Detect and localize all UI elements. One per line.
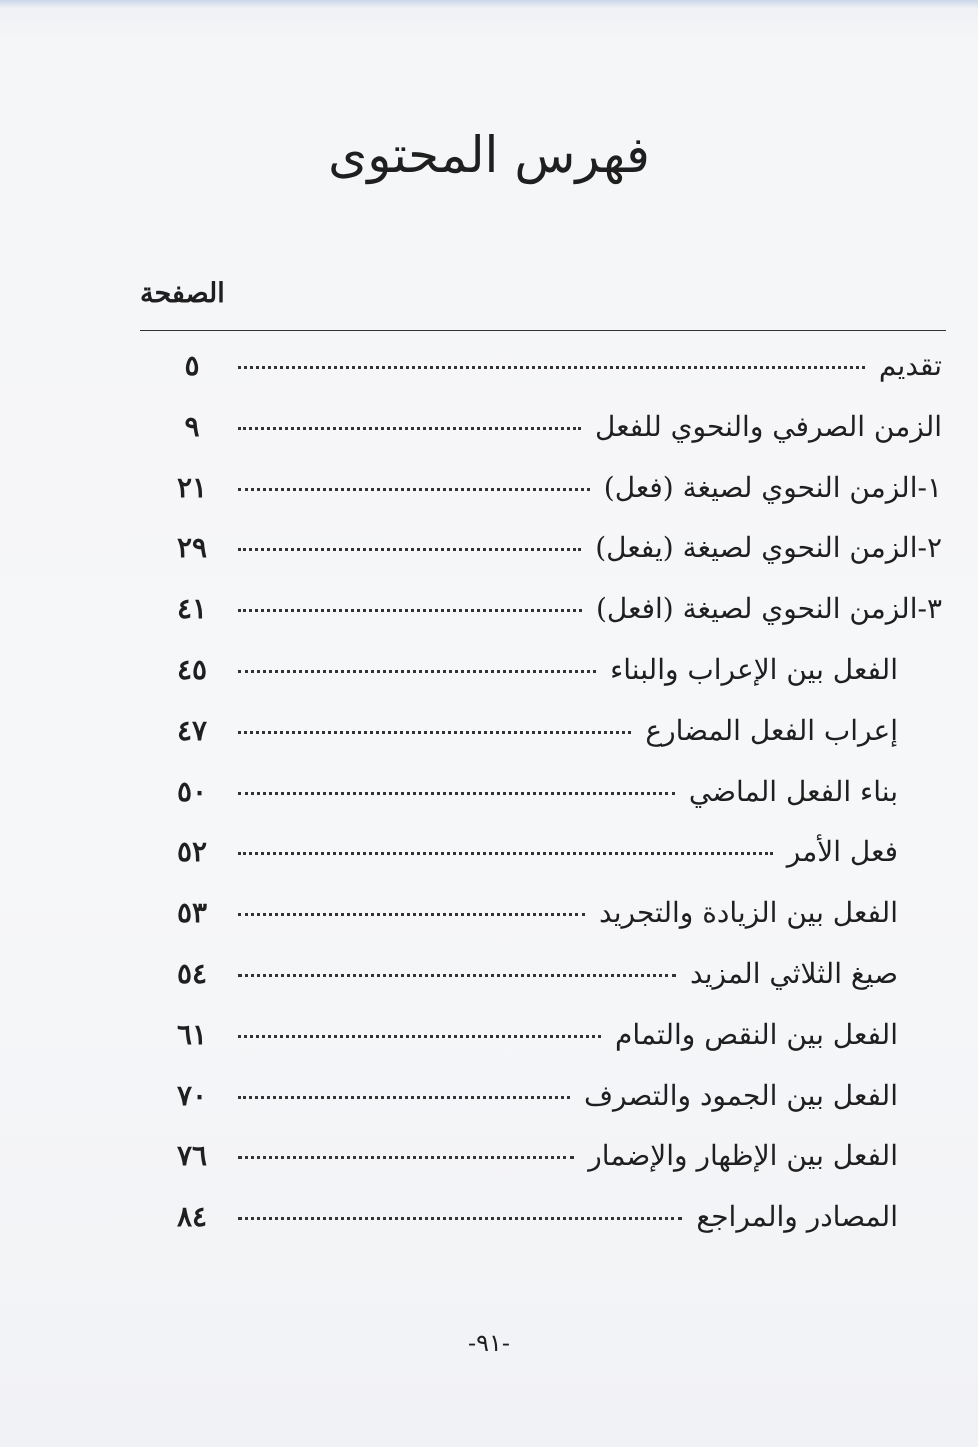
toc-leader-dots	[238, 852, 773, 855]
toc-leader-dots	[238, 366, 865, 369]
toc-entry-page: ٧٦	[176, 1139, 208, 1173]
toc-entry	[0, 395, 978, 456]
toc-entry-title: الفعل بين الجمود والتصرف	[584, 1078, 898, 1112]
toc-entry	[0, 699, 978, 760]
toc-leader-dots	[238, 670, 596, 673]
toc-leader-dots	[238, 1156, 574, 1159]
toc-entry-title: فعل الأمر	[786, 835, 898, 869]
toc-entry-title: ٣-الزمن النحوي لصيغة (افعل)	[595, 592, 942, 626]
toc-entry	[0, 638, 978, 699]
toc-leader-dots	[238, 427, 581, 430]
toc-entry-page: ٧٠	[176, 1078, 208, 1112]
toc-entry-title: الفعل بين النقص والتمام	[614, 1017, 898, 1051]
toc-leader-dots	[238, 792, 675, 795]
toc-entry-page: ٢١	[176, 470, 208, 504]
toc-entry-page: ٥٠	[176, 774, 208, 808]
toc-entry-page: ٥	[184, 349, 200, 382]
toc-entry	[0, 1064, 978, 1125]
toc-entry	[0, 577, 978, 638]
toc-leader-dots	[238, 548, 581, 551]
toc-entry	[0, 881, 978, 942]
toc-entry-page: ٥٢	[176, 835, 208, 869]
toc-entry	[0, 456, 978, 517]
header-divider	[140, 330, 946, 331]
toc-leader-dots	[238, 1096, 570, 1099]
toc-entry	[0, 334, 978, 395]
toc-entry-title: صيغ الثلاثي المزيد	[690, 956, 898, 990]
page-title: فهرس المحتوى	[328, 126, 650, 184]
toc-entry	[0, 1185, 978, 1246]
toc-leader-dots	[238, 1217, 682, 1220]
toc-entry-title: المصادر والمراجع	[696, 1200, 898, 1234]
toc-entry-page: ٤٥	[176, 652, 208, 686]
toc-entry	[0, 820, 978, 881]
page-number: -٩١-	[468, 1329, 510, 1357]
toc-entry-title: الفعل بين الإظهار والإضمار	[588, 1139, 898, 1173]
page-column-header: الصفحة	[140, 278, 225, 309]
toc-leader-dots	[238, 609, 582, 612]
toc-entry	[0, 1003, 978, 1064]
toc-leader-dots	[238, 731, 631, 734]
toc-entry-page: ٥٤	[176, 956, 208, 990]
toc-entry	[0, 516, 978, 577]
toc-entry-title: ١-الزمن النحوي لصيغة (فعل)	[603, 470, 942, 504]
toc-entry-title: الفعل بين الزيادة والتجريد	[599, 896, 898, 930]
toc-entry	[0, 942, 978, 1003]
toc-leader-dots	[238, 488, 590, 491]
toc-leader-dots	[238, 974, 676, 977]
toc-entry-title: ٢-الزمن النحوي لصيغة (يفعل)	[595, 531, 942, 565]
toc-entry-page: ٢٩	[176, 531, 208, 565]
toc-leader-dots	[238, 913, 585, 916]
table-of-contents	[0, 334, 978, 1246]
toc-entry-page: ٨٤	[176, 1200, 208, 1234]
toc-entry-page: ٤٧	[176, 713, 208, 747]
toc-entry-page: ٦١	[176, 1017, 208, 1051]
toc-entry-page: ٤١	[176, 592, 208, 626]
toc-entry-title: بناء الفعل الماضي	[688, 774, 898, 808]
toc-entry-page: ٩	[184, 409, 200, 443]
page-top-edge	[0, 0, 978, 8]
toc-entry-title: الزمن الصرفي والنحوي للفعل	[595, 409, 942, 443]
toc-entry	[0, 1124, 978, 1185]
toc-entry-title: إعراب الفعل المضارع	[645, 713, 898, 747]
toc-leader-dots	[238, 1035, 601, 1038]
toc-entry-title: الفعل بين الإعراب والبناء	[610, 652, 898, 686]
toc-entry	[0, 760, 978, 821]
toc-entry-title: تقديم	[878, 349, 942, 382]
toc-entry-page: ٥٣	[176, 896, 208, 930]
